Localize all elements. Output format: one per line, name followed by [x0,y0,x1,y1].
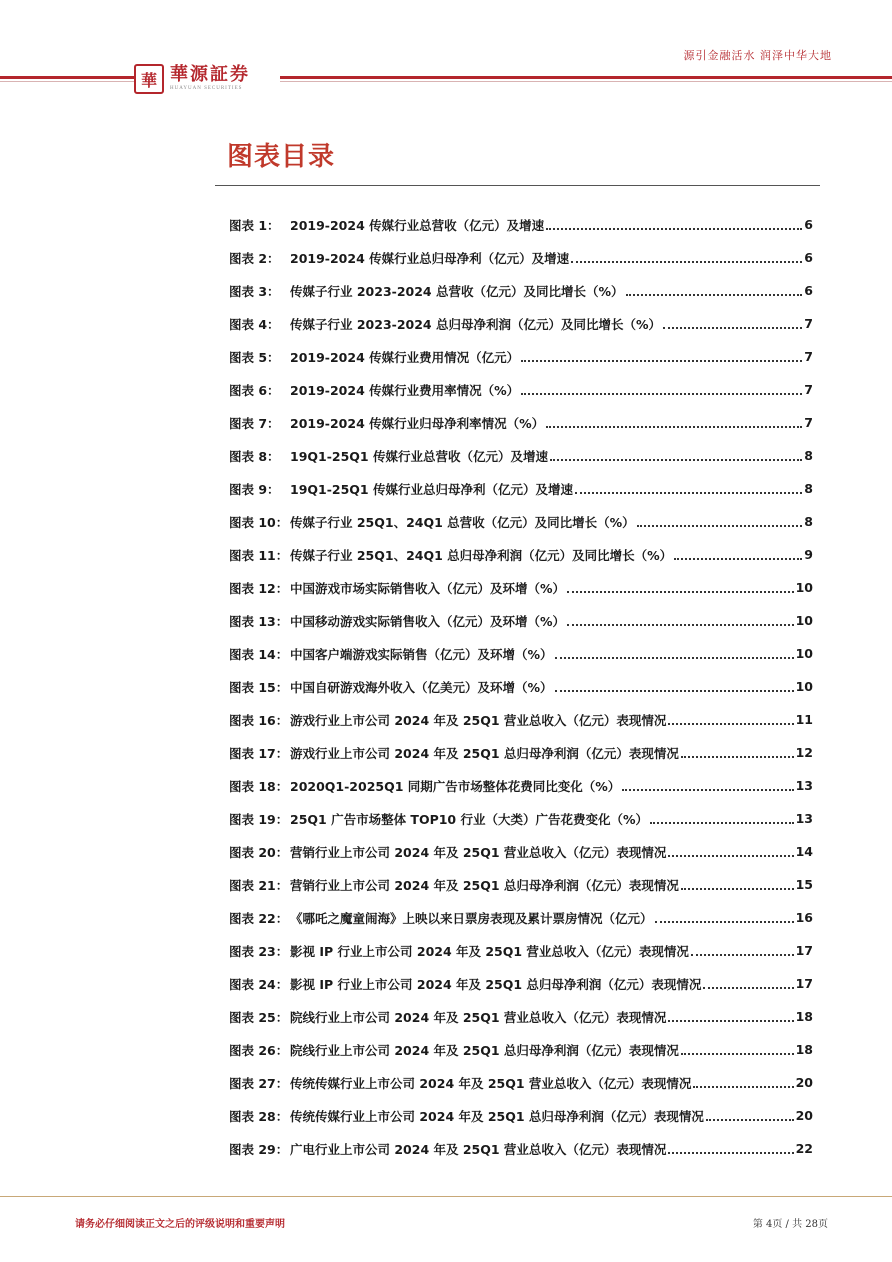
toc-entry-leader [668,855,793,857]
toc-entry-leader [567,624,794,626]
toc-entry[interactable] [229,604,813,637]
toc-entry-leader [703,987,793,989]
toc-entry-label: 图表 13： [229,613,289,629]
toc-entry-page: 8 [804,481,813,496]
toc-entry-page: 7 [804,415,813,430]
logo-name-en: HUAYUAN SECURITIES [170,86,243,91]
toc-list [229,208,813,1165]
toc-entry-label: 图表 14： [229,646,289,662]
toc-entry-label: 图表 16： [229,712,289,728]
toc-entry-page: 15 [795,877,813,892]
toc-entry-label: 图表 1： [229,217,280,233]
toc-entry[interactable] [229,373,813,406]
toc-entry-leader [575,492,802,494]
toc-entry[interactable] [229,868,813,901]
toc-entry-leader [668,1020,793,1022]
toc-entry-page: 10 [795,613,813,628]
toc-entry-leader [546,228,802,230]
toc-entry[interactable] [229,901,813,934]
toc-entry-leader [546,426,802,428]
toc-entry-title: 游戏行业上市公司 2024 年及 25Q1 营业总收入（亿元）表现情况 [290,712,667,728]
footer-disclaimer: 请务必仔细阅读正文之后的评级说明和重要声明 [75,1219,285,1230]
toc-entry-label: 图表 20： [229,844,289,860]
toc-entry-label: 图表 21： [229,877,289,893]
toc-entry[interactable] [229,1099,813,1132]
page-title: 图表目录 [227,142,336,172]
toc-entry[interactable] [229,967,813,1000]
toc-entry-title: 游戏行业上市公司 2024 年及 25Q1 总归母净利润（亿元）表现情况 [290,745,679,761]
toc-entry-label: 图表 9： [229,481,280,497]
toc-entry-leader [521,360,802,362]
toc-entry[interactable] [229,208,813,241]
toc-entry-page: 6 [804,250,813,265]
toc-entry-title: 中国游戏市场实际销售收入（亿元）及环增（%） [290,580,566,596]
toc-entry-label: 图表 10： [229,514,289,530]
toc-entry[interactable] [229,736,813,769]
toc-entry-page: 17 [795,976,813,991]
toc-entry-page: 6 [804,217,813,232]
toc-entry-page: 22 [795,1141,813,1156]
toc-entry[interactable] [229,1132,813,1165]
logo-seal-icon: 華 [134,64,164,94]
toc-entry-label: 图表 4： [229,316,280,332]
header-slogan: 源引金融活水 润泽中华大地 [683,49,832,62]
toc-entry-leader [693,1086,793,1088]
toc-entry-page: 13 [795,778,813,793]
toc-entry[interactable] [229,274,813,307]
toc-entry[interactable] [229,769,813,802]
toc-entry-leader [655,921,794,923]
toc-entry-title: 传统传媒行业上市公司 2024 年及 25Q1 总归母净利润（亿元）表现情况 [290,1108,704,1124]
toc-entry-title: 中国移动游戏实际销售收入（亿元）及环增（%） [290,613,566,629]
toc-entry-leader [650,822,794,824]
toc-entry-leader [706,1119,794,1121]
toc-entry[interactable] [229,439,813,472]
toc-entry-page: 20 [795,1108,813,1123]
toc-entry-title: 传媒子行业 2023-2024 总营收（亿元）及同比增长（%） [290,283,624,299]
toc-entry-page: 10 [795,646,813,661]
toc-entry-leader [521,393,802,395]
toc-entry-title: 2019-2024 传媒行业总归母净利（亿元）及增速 [290,250,570,266]
toc-entry-page: 10 [795,580,813,595]
toc-entry-leader [681,756,794,758]
toc-entry-title: 2019-2024 传媒行业费用率情况（%） [290,382,520,398]
toc-entry[interactable] [229,406,813,439]
toc-entry[interactable] [229,307,813,340]
toc-entry-label: 图表 7： [229,415,280,431]
toc-entry[interactable] [229,340,813,373]
toc-entry-leader [674,558,802,560]
toc-entry[interactable] [229,1000,813,1033]
toc-entry-leader [663,327,802,329]
toc-entry-title: 营销行业上市公司 2024 年及 25Q1 总归母净利润（亿元）表现情况 [290,877,679,893]
toc-entry-title: 中国客户端游戏实际销售（亿元）及环增（%） [290,646,553,662]
toc-entry-page: 17 [795,943,813,958]
toc-entry-leader [626,294,803,296]
logo-name-cn: 華源証券 [170,64,250,85]
toc-entry-page: 10 [795,679,813,694]
toc-entry-title: 传媒子行业 2023-2024 总归母净利润（亿元）及同比增长（%） [290,316,661,332]
toc-entry-label: 图表 27： [229,1075,289,1091]
toc-entry-leader [637,525,803,527]
toc-entry-leader [571,261,802,263]
toc-entry-title: 《哪吒之魔童闹海》上映以来日票房表现及累计票房情况（亿元） [290,910,653,926]
toc-entry-title: 营销行业上市公司 2024 年及 25Q1 营业总收入（亿元）表现情况 [290,844,667,860]
toc-entry[interactable] [229,637,813,670]
toc-entry-label: 图表 11： [229,547,289,563]
toc-entry-leader [567,591,794,593]
toc-entry-title: 19Q1-25Q1 传媒行业总归母净利（亿元）及增速 [290,481,573,497]
toc-entry-label: 图表 23： [229,943,289,959]
toc-entry-leader [555,657,794,659]
toc-entry-leader [550,459,802,461]
toc-entry-page: 8 [804,514,813,529]
toc-entry-leader [681,1053,794,1055]
toc-entry-page: 7 [804,316,813,331]
toc-entry-label: 图表 15： [229,679,289,695]
toc-entry[interactable] [229,538,813,571]
toc-entry-title: 传媒子行业 25Q1、24Q1 总归母净利润（亿元）及同比增长（%） [290,547,673,563]
toc-entry-title: 25Q1 广告市场整体 TOP10 行业（大类）广告花费变化（%） [290,811,649,827]
toc-entry-page: 18 [795,1009,813,1024]
company-logo [134,60,280,98]
toc-entry-page: 12 [795,745,813,760]
toc-entry-label: 图表 19： [229,811,289,827]
toc-entry-title: 2019-2024 传媒行业总营收（亿元）及增速 [290,217,545,233]
toc-entry-page: 20 [795,1075,813,1090]
toc-entry-page: 7 [804,382,813,397]
toc-entry-page: 14 [795,844,813,859]
toc-entry-label: 图表 29： [229,1141,289,1157]
toc-entry-page: 9 [804,547,813,562]
toc-entry-title: 影视 IP 行业上市公司 2024 年及 25Q1 总归母净利润（亿元）表现情况 [290,976,702,992]
toc-entry[interactable] [229,472,813,505]
toc-entry[interactable] [229,934,813,967]
toc-entry-page: 18 [795,1042,813,1057]
toc-entry-label: 图表 5： [229,349,280,365]
toc-entry[interactable] [229,703,813,736]
toc-entry[interactable] [229,670,813,703]
toc-entry-label: 图表 28： [229,1108,289,1124]
toc-entry-page: 7 [804,349,813,364]
toc-entry[interactable] [229,1066,813,1099]
toc-entry[interactable] [229,835,813,868]
toc-entry-title: 院线行业上市公司 2024 年及 25Q1 营业总收入（亿元）表现情况 [290,1009,667,1025]
toc-entry-label: 图表 17： [229,745,289,761]
toc-entry-label: 图表 8： [229,448,280,464]
toc-entry-page: 6 [804,283,813,298]
toc-entry-leader [622,789,793,791]
toc-entry-label: 图表 25： [229,1009,289,1025]
toc-entry-label: 图表 24： [229,976,289,992]
toc-entry-title: 传媒子行业 25Q1、24Q1 总营收（亿元）及同比增长（%） [290,514,635,530]
toc-entry-title: 广电行业上市公司 2024 年及 25Q1 营业总收入（亿元）表现情况 [290,1141,667,1157]
toc-entry-leader [681,888,794,890]
toc-entry-title: 19Q1-25Q1 传媒行业总营收（亿元）及增速 [290,448,548,464]
toc-entry-title: 2019-2024 传媒行业费用情况（亿元） [290,349,520,365]
toc-entry-leader [691,954,794,956]
toc-entry-page: 13 [795,811,813,826]
toc-entry[interactable] [229,505,813,538]
toc-entry-label: 图表 12： [229,580,289,596]
toc-entry-title: 影视 IP 行业上市公司 2024 年及 25Q1 营业总收入（亿元）表现情况 [290,943,689,959]
toc-entry[interactable] [229,802,813,835]
toc-entry-leader [668,723,793,725]
toc-entry[interactable] [229,241,813,274]
toc-entry-label: 图表 26： [229,1042,289,1058]
toc-entry-label: 图表 6： [229,382,280,398]
toc-entry-title: 2020Q1-2025Q1 同期广告市场整体花费同比变化（%） [290,778,621,794]
toc-entry-label: 图表 22： [229,910,289,926]
toc-entry-label: 图表 18： [229,778,289,794]
toc-entry-label: 图表 3： [229,283,280,299]
toc-entry-page: 8 [804,448,813,463]
toc-entry-title: 院线行业上市公司 2024 年及 25Q1 总归母净利润（亿元）表现情况 [290,1042,679,1058]
toc-entry[interactable] [229,1033,813,1066]
toc-entry-leader [668,1152,793,1154]
toc-entry[interactable] [229,571,813,604]
title-divider [215,185,820,186]
toc-entry-page: 11 [795,712,813,727]
toc-entry-title: 2019-2024 传媒行业归母净利率情况（%） [290,415,545,431]
footer-rule [0,1196,892,1197]
toc-entry-label: 图表 2： [229,250,280,266]
toc-entry-title: 传统传媒行业上市公司 2024 年及 25Q1 营业总收入（亿元）表现情况 [290,1075,692,1091]
toc-entry-title: 中国自研游戏海外收入（亿美元）及环增（%） [290,679,553,695]
toc-entry-page: 16 [795,910,813,925]
footer-page-info: 第 4页 / 共 28页 [752,1219,828,1230]
toc-entry-leader [555,690,794,692]
